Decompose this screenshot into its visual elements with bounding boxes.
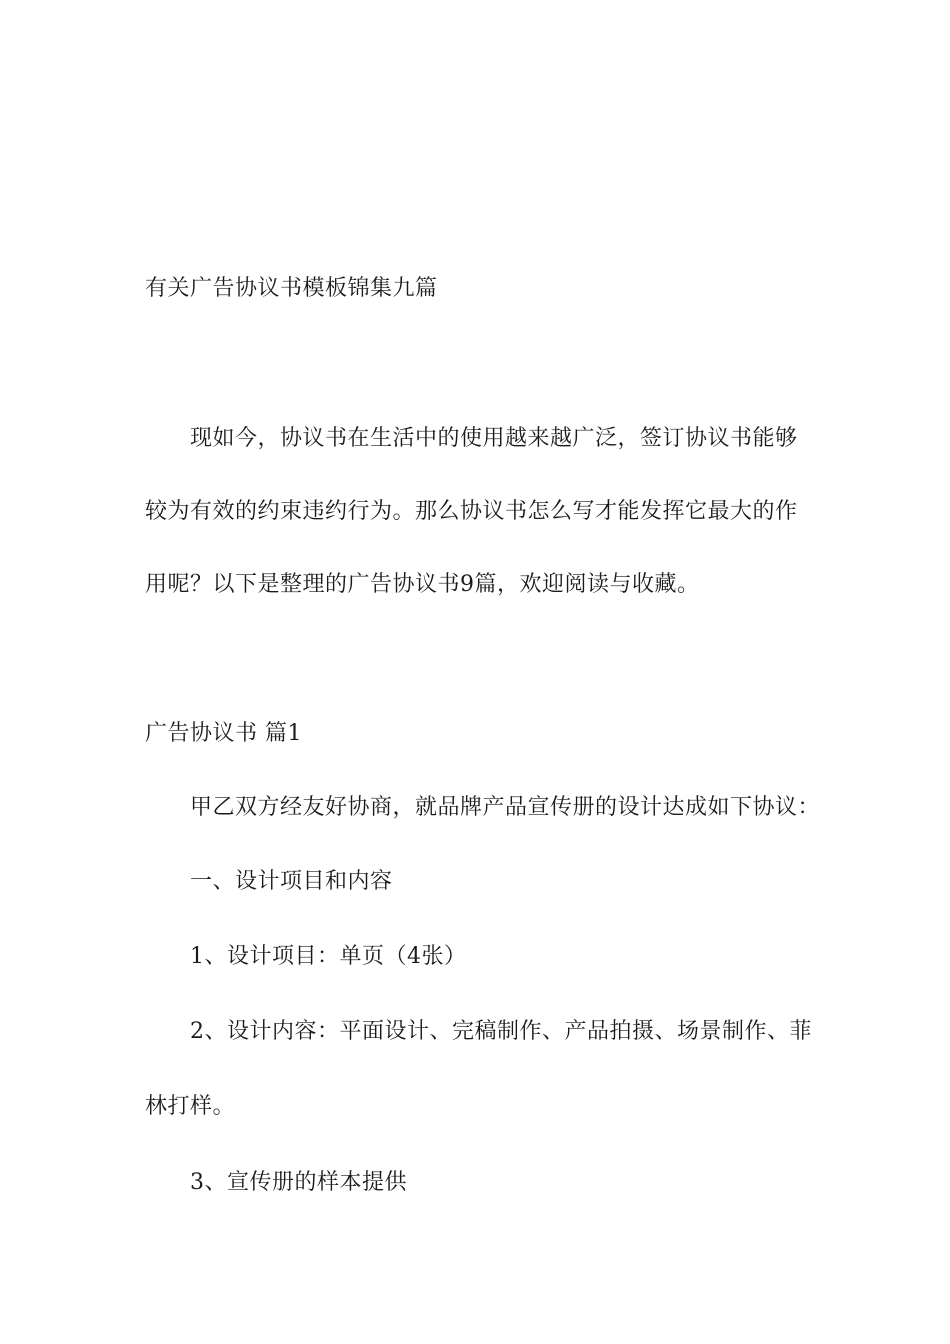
list-item-continuation: 林打样。 [145,1094,236,1119]
intro-paragraph-line: 较为有效的约束违约行为。那么协议书怎么写才能发挥它最大的作 [145,499,798,524]
intro-paragraph-line: 用呢？以下是整理的广告协议书9篇，欢迎阅读与收藏。 [145,572,700,597]
list-item: 1、设计项目：单页（4张） [190,944,467,969]
section-heading: 广告协议书 篇1 [145,721,302,746]
subsection-heading: 一、设计项目和内容 [190,869,393,894]
list-item: 3、宣传册的样本提供 [190,1170,407,1195]
paragraph-line: 甲乙双方经友好协商，就品牌产品宣传册的设计达成如下协议： [190,795,821,820]
intro-paragraph-line: 现如今，协议书在生活中的使用越来越广泛，签订协议书能够 [190,426,798,451]
document-title: 有关广告协议书模板锦集九篇 [145,276,438,301]
list-item: 2、设计内容：平面设计、完稿制作、产品拍摄、场景制作、菲 [190,1019,812,1044]
